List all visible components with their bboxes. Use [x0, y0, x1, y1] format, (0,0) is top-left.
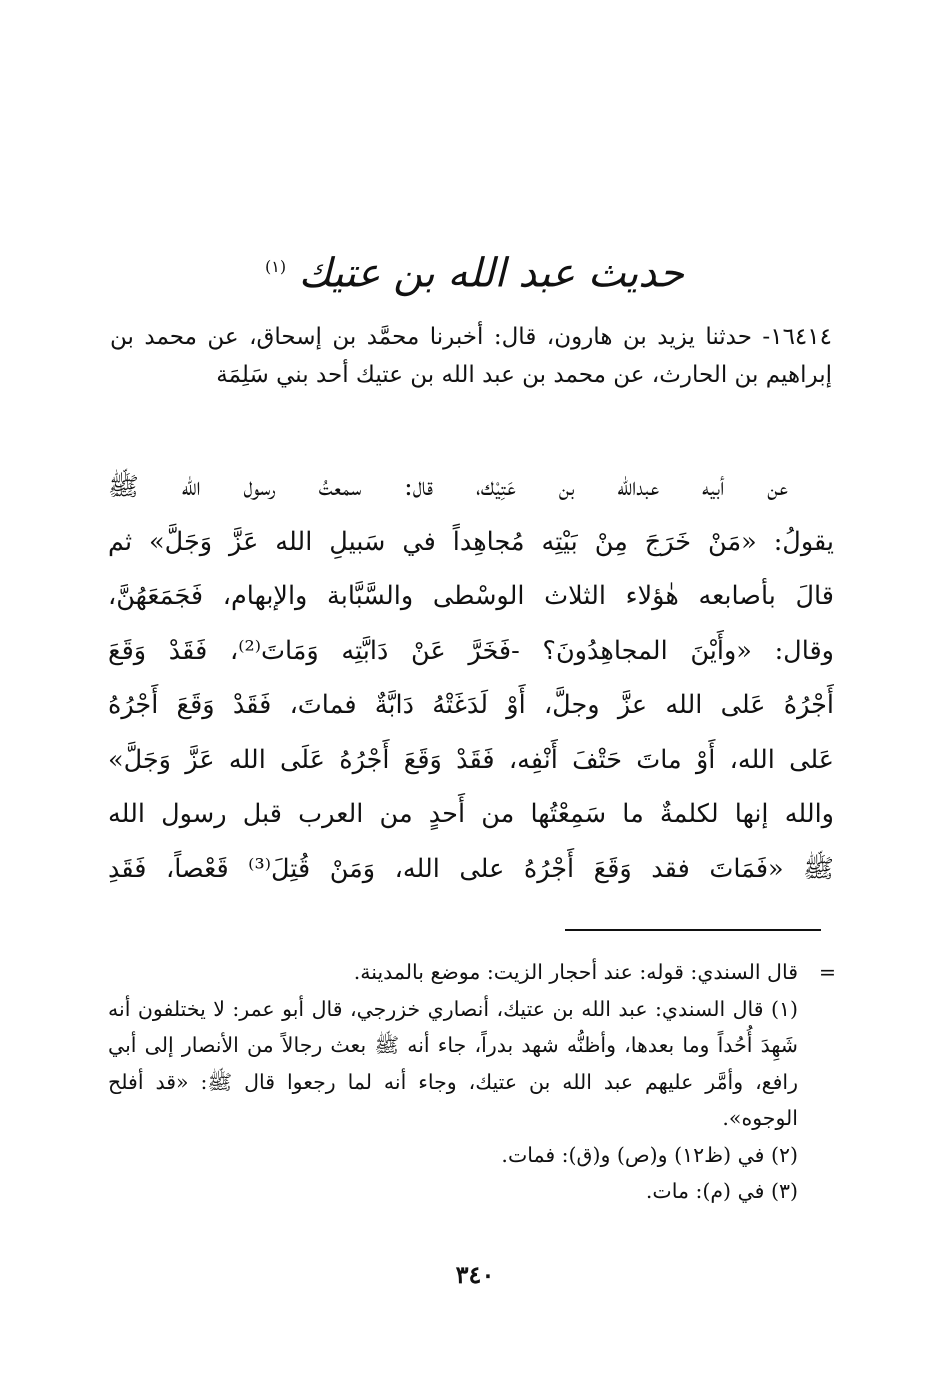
hadith-line: والله إنها لكلمةٌ ما سَمِعْتُها من أَحدٍ من العرب قبل رسول الله [108, 799, 834, 829]
footnote-2: (٢) في (ظ١٢) و(ص) و(ق): فمات. [501, 1142, 798, 1167]
hadith-line: عَلى الله، أَوْ ماتَ حَتْفَ أَنْفِه، فَقَدْ وَقَعَ أَجْرُهُ عَلَى الله عَزَّ وَجَلَّ» [108, 744, 834, 775]
footnote-separator [565, 929, 821, 931]
hadith-line: وقال: «وأَيْنَ المجاهِدُونَ؟ -فَخَرَّ عَنْ دَابَّتِه وَمَاتَ⁽²⁾، فَقَدْ وَقَعَ [108, 635, 834, 666]
chapter-title [200, 222, 749, 312]
footnote-continuation [108, 954, 836, 991]
hadith-line: يقولُ: «مَنْ خَرَجَ مِنْ بَيْتِه مُجاهِداً في سَبيلِ الله عَزَّ وَجَلَّ» ثم [108, 526, 834, 557]
hadith-line: ﷺ «فَمَاتَ فقد وَقَعَ أَجْرُهُ على الله، وَمَنْ قُتِلَ⁽³⁾ قَعْصاً، فَقَدِ [108, 853, 834, 884]
page-number: ٣٤٠ [455, 1260, 495, 1289]
footnote-continuation-text: قال السندي: قوله: عند أحجار الزيت: موضع بالمدينة. [353, 960, 798, 984]
hadith-isnad: ١٦٤١٤- حدثنا يزيد بن هارون، قال: أخبرنا محمَّد بن إسحاق، عن محمد بن إبراهيم بن الحارث، عن محمد بن عبد الله بن عتيك أحد بني سَلِمَة [110, 324, 832, 388]
hadith-line: عن أبيه عبدالله بن عَتِيْك، قال: سمعتُ رسول الله ﷺ [108, 472, 788, 502]
hadith-text [108, 460, 834, 896]
continuation-mark: = [818, 960, 836, 984]
footnote-1: (١) قال السندي: عبد الله بن عتيك، أنصاري خزرجي، قال أبو عمر: لا يختلفون أنه شَهِدَ أُحُداً وما بعدها، وأظنُّه شهد بدراً، جاء أنه ﷺ بعث رجالاً من الأنصار إلى أبي رافع، وأمَّر عليهم عبد الله بن عتيك، وجاء أنه لما رجعوا قال ﷺ: «قد أفلح الوجوه». [108, 996, 798, 1130]
hadith-line: أَجْرُهُ عَلى الله عزَّ وجلَّ، أَوْ لَدَغَتْهُ دَابَّةٌ فماتَ، فَقَدْ وَقَعَ أَجْرُهُ [108, 690, 834, 720]
chapter-title-text: حديث عبد الله بن عتيك [298, 250, 685, 297]
chapter-title-footnote-ref: (١) [264, 257, 287, 276]
footnotes [108, 954, 836, 1210]
footnote-3: (٣) في (م): مات. [645, 1179, 798, 1203]
hadith-line: قالَ بأصابعه هٰؤلاء الثلاث الوسْطى والسَّبَّابة والإبهام، فَجَمَعَهُنَّ، [108, 581, 834, 611]
